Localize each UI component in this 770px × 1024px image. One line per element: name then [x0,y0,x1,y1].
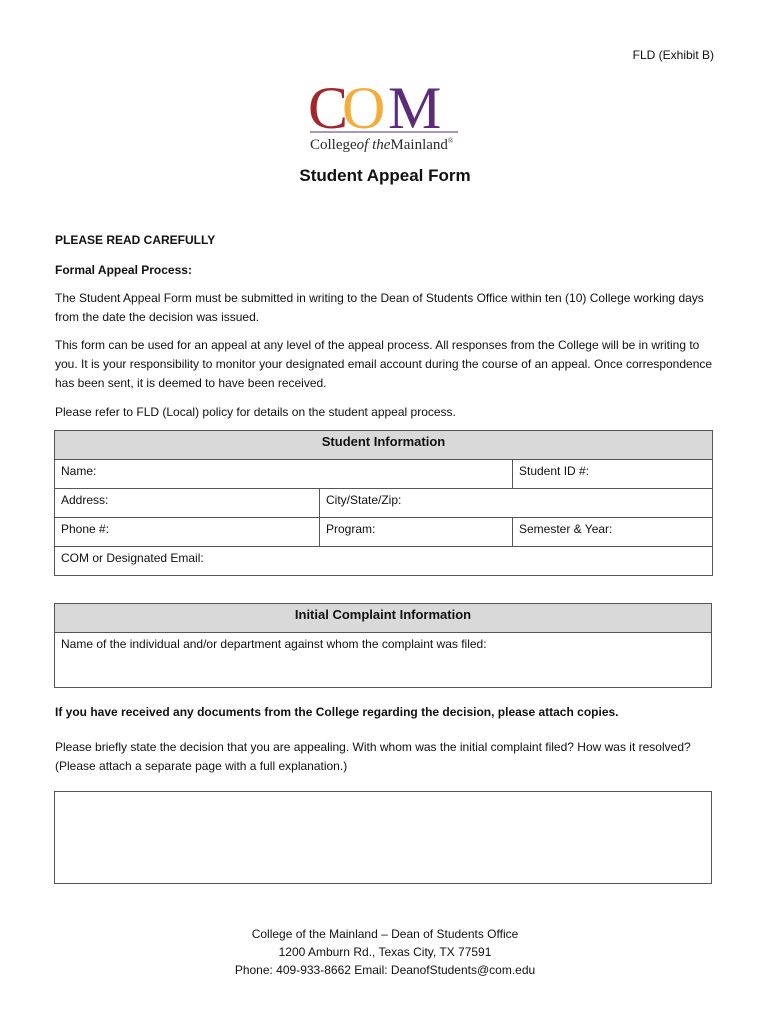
email-label: COM or Designated Email: [61,551,204,565]
complaint-information-heading: Initial Complaint Information [55,604,712,633]
documents-note: If you have received any documents from the College regarding the decision, please attach copies. [55,705,619,719]
student-information-table [54,430,713,576]
complaint-against-label: Name of the individual and/or department against whom the complaint was filed: [61,637,487,651]
city-state-zip-field[interactable] [320,489,713,518]
decision-explanation-box[interactable] [54,791,712,884]
exhibit-label: FLD (Exhibit B) [632,48,714,62]
program-label: Program: [326,522,376,536]
please-read-heading: PLEASE READ CAREFULLY [55,233,216,247]
semester-year-field[interactable] [513,518,713,547]
logo-tagline: Collegeof theMainland® [310,137,454,153]
phone-label: Phone #: [61,522,110,536]
complaint-against-field[interactable] [55,633,712,688]
college-logo [308,78,463,156]
email-field[interactable] [55,547,713,576]
name-label: Name: [61,464,97,478]
appeal-process-heading: Formal Appeal Process: [55,263,192,277]
complaint-information-table [54,603,712,688]
footer-office: College of the Mainland – Dean of Students Office [251,927,519,941]
name-field[interactable] [55,460,513,489]
student-id-label: Student ID #: [519,464,590,478]
intro-paragraph-2: This form can be used for an appeal at any level of the appeal process. All responses from the College will be in writing to you. It is your responsibility to monitor your designated email account during the course of an appeal. Once correspondence has been sent, it is deemed to have been received. [55,338,713,390]
decision-prompt: Please briefly state the decision that you are appealing. With whom was the initial complaint filed? How was it resolved? (Please attach a separate page with a full explanation.) [55,740,691,773]
address-label: Address: [61,493,109,507]
semester-year-label: Semester & Year: [519,522,613,536]
intro-paragraph-1: The Student Appeal Form must be submitted in writing to the Dean of Students Office within ten (10) College working days from the date the decision was issued. [55,291,704,324]
form-title: Student Appeal Form [299,166,471,185]
program-field[interactable] [320,518,513,547]
logo-letter-o: O [342,78,386,141]
footer [0,925,770,979]
logo-letter-c: C [308,78,349,141]
footer-address: 1200 Amburn Rd., Texas City, TX 77591 [278,945,492,959]
logo-letter-m: M [388,78,442,141]
student-information-heading: Student Information [55,431,713,460]
phone-field[interactable] [55,518,320,547]
city-state-zip-label: City/State/Zip: [326,493,402,507]
address-field[interactable] [55,489,320,518]
student-id-field[interactable] [513,460,713,489]
footer-contact: Phone: 409-933-8662 Email: DeanofStudents@com.edu [234,963,536,977]
intro-paragraph-3: Please refer to FLD (Local) policy for details on the student appeal process. [55,405,456,419]
